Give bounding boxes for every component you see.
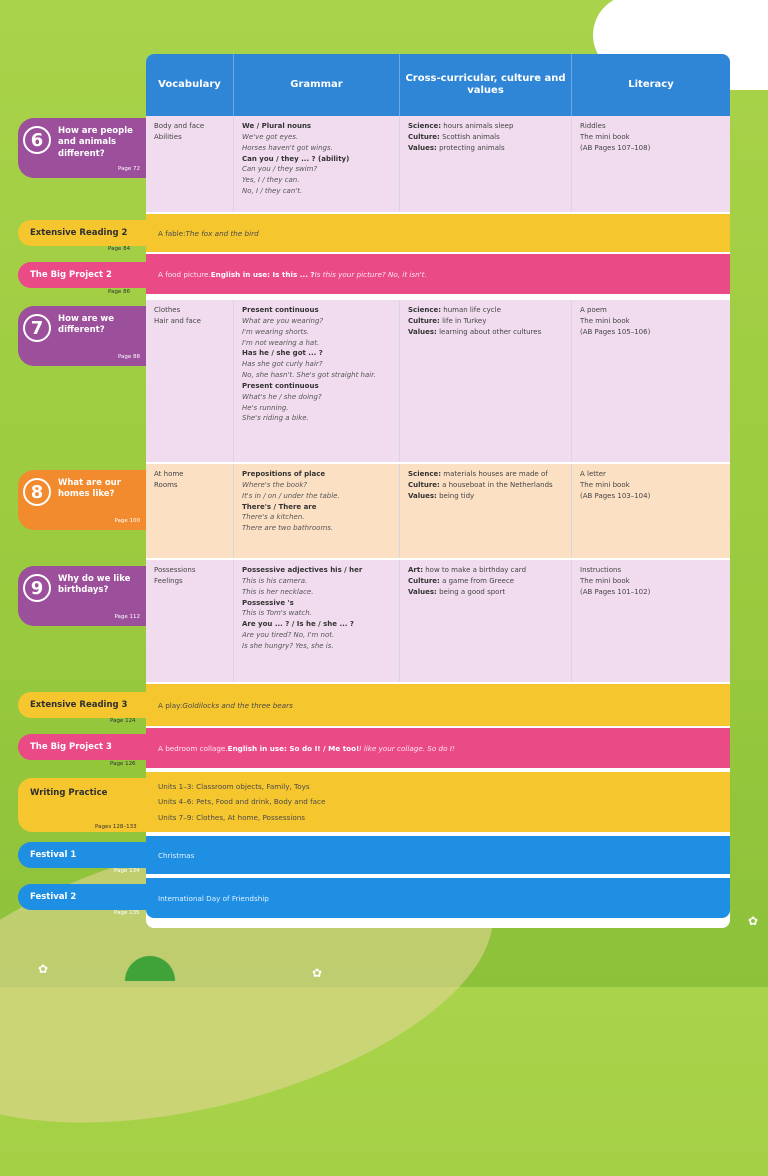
background-cloud bbox=[628, 0, 768, 60]
grammar-example: Is she hungry? Yes, she is. bbox=[242, 641, 334, 650]
cross-curricular-item: Values: protecting animals bbox=[408, 143, 505, 152]
unit-number: 8 bbox=[23, 478, 51, 506]
header-literacy: Literacy bbox=[628, 78, 674, 90]
unit-title: How are we different? bbox=[58, 314, 115, 336]
grammar-example: He's running. bbox=[242, 403, 289, 412]
header-cross-curricular: Cross-curricular, culture and values bbox=[400, 54, 572, 116]
unit-page: Page 72 bbox=[117, 166, 140, 172]
big-project-3-band: A bedroom collage. English in use: So do I! / Me too! I like your collage. So do I! bbox=[146, 728, 730, 768]
unit-9-label bbox=[18, 566, 146, 626]
page-tag: Page 124 bbox=[110, 718, 136, 724]
grammar-heading: There's / There are bbox=[242, 502, 317, 511]
unit-title: How are people and animals different? bbox=[58, 126, 133, 159]
unit-title: What are our homes like? bbox=[58, 478, 121, 500]
extensive-reading-3-tab: Extensive Reading 3 bbox=[18, 692, 146, 718]
grammar-heading: Can you / they ... ? (ability) bbox=[242, 154, 350, 163]
big-project-2-band: A food picture. English in use: Is this ... ? Is this your picture? No, it isn't. bbox=[146, 254, 730, 294]
unit-6-row bbox=[146, 116, 730, 212]
festival-1-tab: Festival 1 bbox=[18, 842, 146, 868]
festival-2-band: International Day of Friendship bbox=[146, 878, 730, 918]
grammar-example: Has she got curly hair? bbox=[242, 360, 323, 369]
extensive-reading-3-band: A play: Goldilocks and the three bears bbox=[146, 684, 730, 726]
unit-page: Page 100 bbox=[114, 518, 140, 524]
cross-curricular-item: Culture: Scottish animals bbox=[408, 132, 500, 141]
page-tag: Page 134 bbox=[114, 868, 140, 874]
page-tag: Page 84 bbox=[108, 246, 131, 252]
unit-7-label bbox=[18, 306, 146, 366]
grammar-example: There's a kitchen. bbox=[242, 513, 305, 522]
cross-curricular-item: Art: how to make a birthday card bbox=[408, 566, 527, 574]
grammar-heading: Possessive adjectives his / her bbox=[242, 566, 363, 574]
literacy-cell: A poem The mini book (AB Pages 105–106) bbox=[580, 306, 651, 336]
cross-curricular-item: Science: hours animals sleep bbox=[408, 122, 514, 130]
vocab-cell: Possessions Feelings bbox=[146, 560, 234, 682]
header-grammar: Grammar bbox=[234, 54, 400, 116]
page-tag: Page 126 bbox=[110, 761, 136, 767]
grammar-example: This is Tom's watch. bbox=[242, 609, 312, 618]
cross-cell bbox=[400, 300, 572, 462]
unit-page: Page 112 bbox=[114, 614, 140, 620]
grammar-example: She's riding a bike. bbox=[242, 414, 309, 423]
unit-8-row bbox=[146, 464, 730, 558]
cross-curricular-item: Values: being a good sport bbox=[408, 587, 506, 596]
unit-8-label bbox=[18, 470, 146, 530]
grammar-example: This is her necklace. bbox=[242, 587, 314, 596]
grammar-example: What are you wearing? bbox=[242, 316, 324, 325]
page-tag: Page 135 bbox=[114, 910, 140, 916]
flower-icon: ✿ bbox=[38, 962, 49, 976]
cross-cell bbox=[400, 116, 572, 212]
grammar-heading: Prepositions of place bbox=[242, 470, 326, 478]
grammar-heading: Present continuous bbox=[242, 381, 319, 390]
big-project-3-tab: The Big Project 3 bbox=[18, 734, 146, 760]
grammar-example: No, she hasn't. She's got straight hair. bbox=[242, 371, 376, 380]
cross-curricular-item: Science: human life cycle bbox=[408, 306, 501, 314]
grammar-example: I'm wearing shorts. bbox=[242, 327, 310, 336]
background-grass bbox=[120, 953, 180, 981]
literacy-cell: Riddles The mini book (AB Pages 107–108) bbox=[580, 122, 651, 152]
cross-curricular-item: Science: materials houses are made of bbox=[408, 470, 548, 478]
grammar-example: No, I / they can't. bbox=[242, 187, 303, 196]
page-tag: Pages 128–133 bbox=[95, 824, 137, 830]
unit-page: Page 88 bbox=[117, 354, 140, 360]
grammar-heading: We / Plural nouns bbox=[242, 122, 312, 130]
grammar-cell bbox=[234, 116, 400, 212]
grammar-example: This is his camera. bbox=[242, 576, 308, 585]
grammar-example: Horses haven't got wings. bbox=[242, 143, 333, 152]
flower-icon: ✿ bbox=[312, 966, 323, 980]
grammar-example: We've got eyes. bbox=[242, 132, 299, 141]
flower-icon: ✿ bbox=[748, 914, 759, 928]
cross-curricular-item: Values: being tidy bbox=[408, 491, 475, 500]
vocab-cell: Body and face Abilities bbox=[146, 116, 234, 212]
unit-number: 6 bbox=[23, 126, 51, 154]
grammar-heading: Present continuous bbox=[242, 306, 319, 314]
grammar-heading: Possessive 's bbox=[242, 598, 294, 607]
vocab-cell: At home Rooms bbox=[146, 464, 234, 558]
grammar-cell bbox=[234, 300, 400, 462]
unit-6-label bbox=[18, 118, 146, 178]
grammar-example: It's in / on / under the table. bbox=[242, 491, 340, 500]
grammar-example: I'm not wearing a hat. bbox=[242, 338, 320, 347]
literacy-cell: Instructions The mini book (AB Pages 101–102) bbox=[580, 566, 651, 596]
extensive-reading-2-tab: Extensive Reading 2 bbox=[18, 220, 146, 246]
festival-2-tab: Festival 2 bbox=[18, 884, 146, 910]
cross-curricular-item: Values: learning about other cultures bbox=[408, 327, 542, 336]
cross-cell bbox=[400, 560, 572, 682]
cross-curricular-item: Culture: life in Turkey bbox=[408, 316, 487, 325]
table-header bbox=[146, 54, 730, 116]
big-project-2-tab: The Big Project 2 bbox=[18, 262, 146, 288]
unit-number: 7 bbox=[23, 314, 51, 342]
unit-number: 9 bbox=[23, 574, 51, 602]
grammar-cell bbox=[234, 560, 400, 682]
grammar-heading: Has he / she got ... ? bbox=[242, 349, 323, 358]
grammar-example: Are you tired? No, I'm not. bbox=[242, 631, 335, 640]
grammar-example: Can you / they swim? bbox=[242, 165, 318, 174]
cross-cell bbox=[400, 464, 572, 558]
festival-1-band: Christmas bbox=[146, 836, 730, 874]
writing-practice-tab: Writing Practice bbox=[18, 778, 146, 832]
vocab-cell: Clothes Hair and face bbox=[146, 300, 234, 462]
header-vocabulary: Vocabulary bbox=[146, 54, 234, 116]
grammar-example: Where's the book? bbox=[242, 480, 308, 489]
grammar-example: There are two bathrooms. bbox=[242, 524, 334, 533]
cross-curricular-item: Culture: a houseboat in the Netherlands bbox=[408, 480, 553, 489]
grammar-cell bbox=[234, 464, 400, 558]
unit-9-row bbox=[146, 560, 730, 682]
page-tag: Page 86 bbox=[108, 289, 131, 295]
extensive-reading-2-band: A fable: The fox and the bird bbox=[146, 214, 730, 252]
grammar-heading: Are you ... ? / Is he / she ... ? bbox=[242, 620, 354, 629]
writing-practice-band: Units 1–3: Classroom objects, Family, Toys Units 4–6: Pets, Food and drink, Body and face Units 7–9: Clothes, At home, Possessions bbox=[146, 772, 730, 832]
cross-curricular-item: Culture: a game from Greece bbox=[408, 576, 515, 585]
grammar-example: What's he / she doing? bbox=[242, 392, 322, 401]
unit-7-row bbox=[146, 300, 730, 462]
literacy-cell: A letter The mini book (AB Pages 103–104) bbox=[580, 470, 651, 500]
unit-title: Why do we like birthdays? bbox=[58, 574, 131, 596]
grammar-example: Yes, I / they can. bbox=[242, 176, 300, 185]
